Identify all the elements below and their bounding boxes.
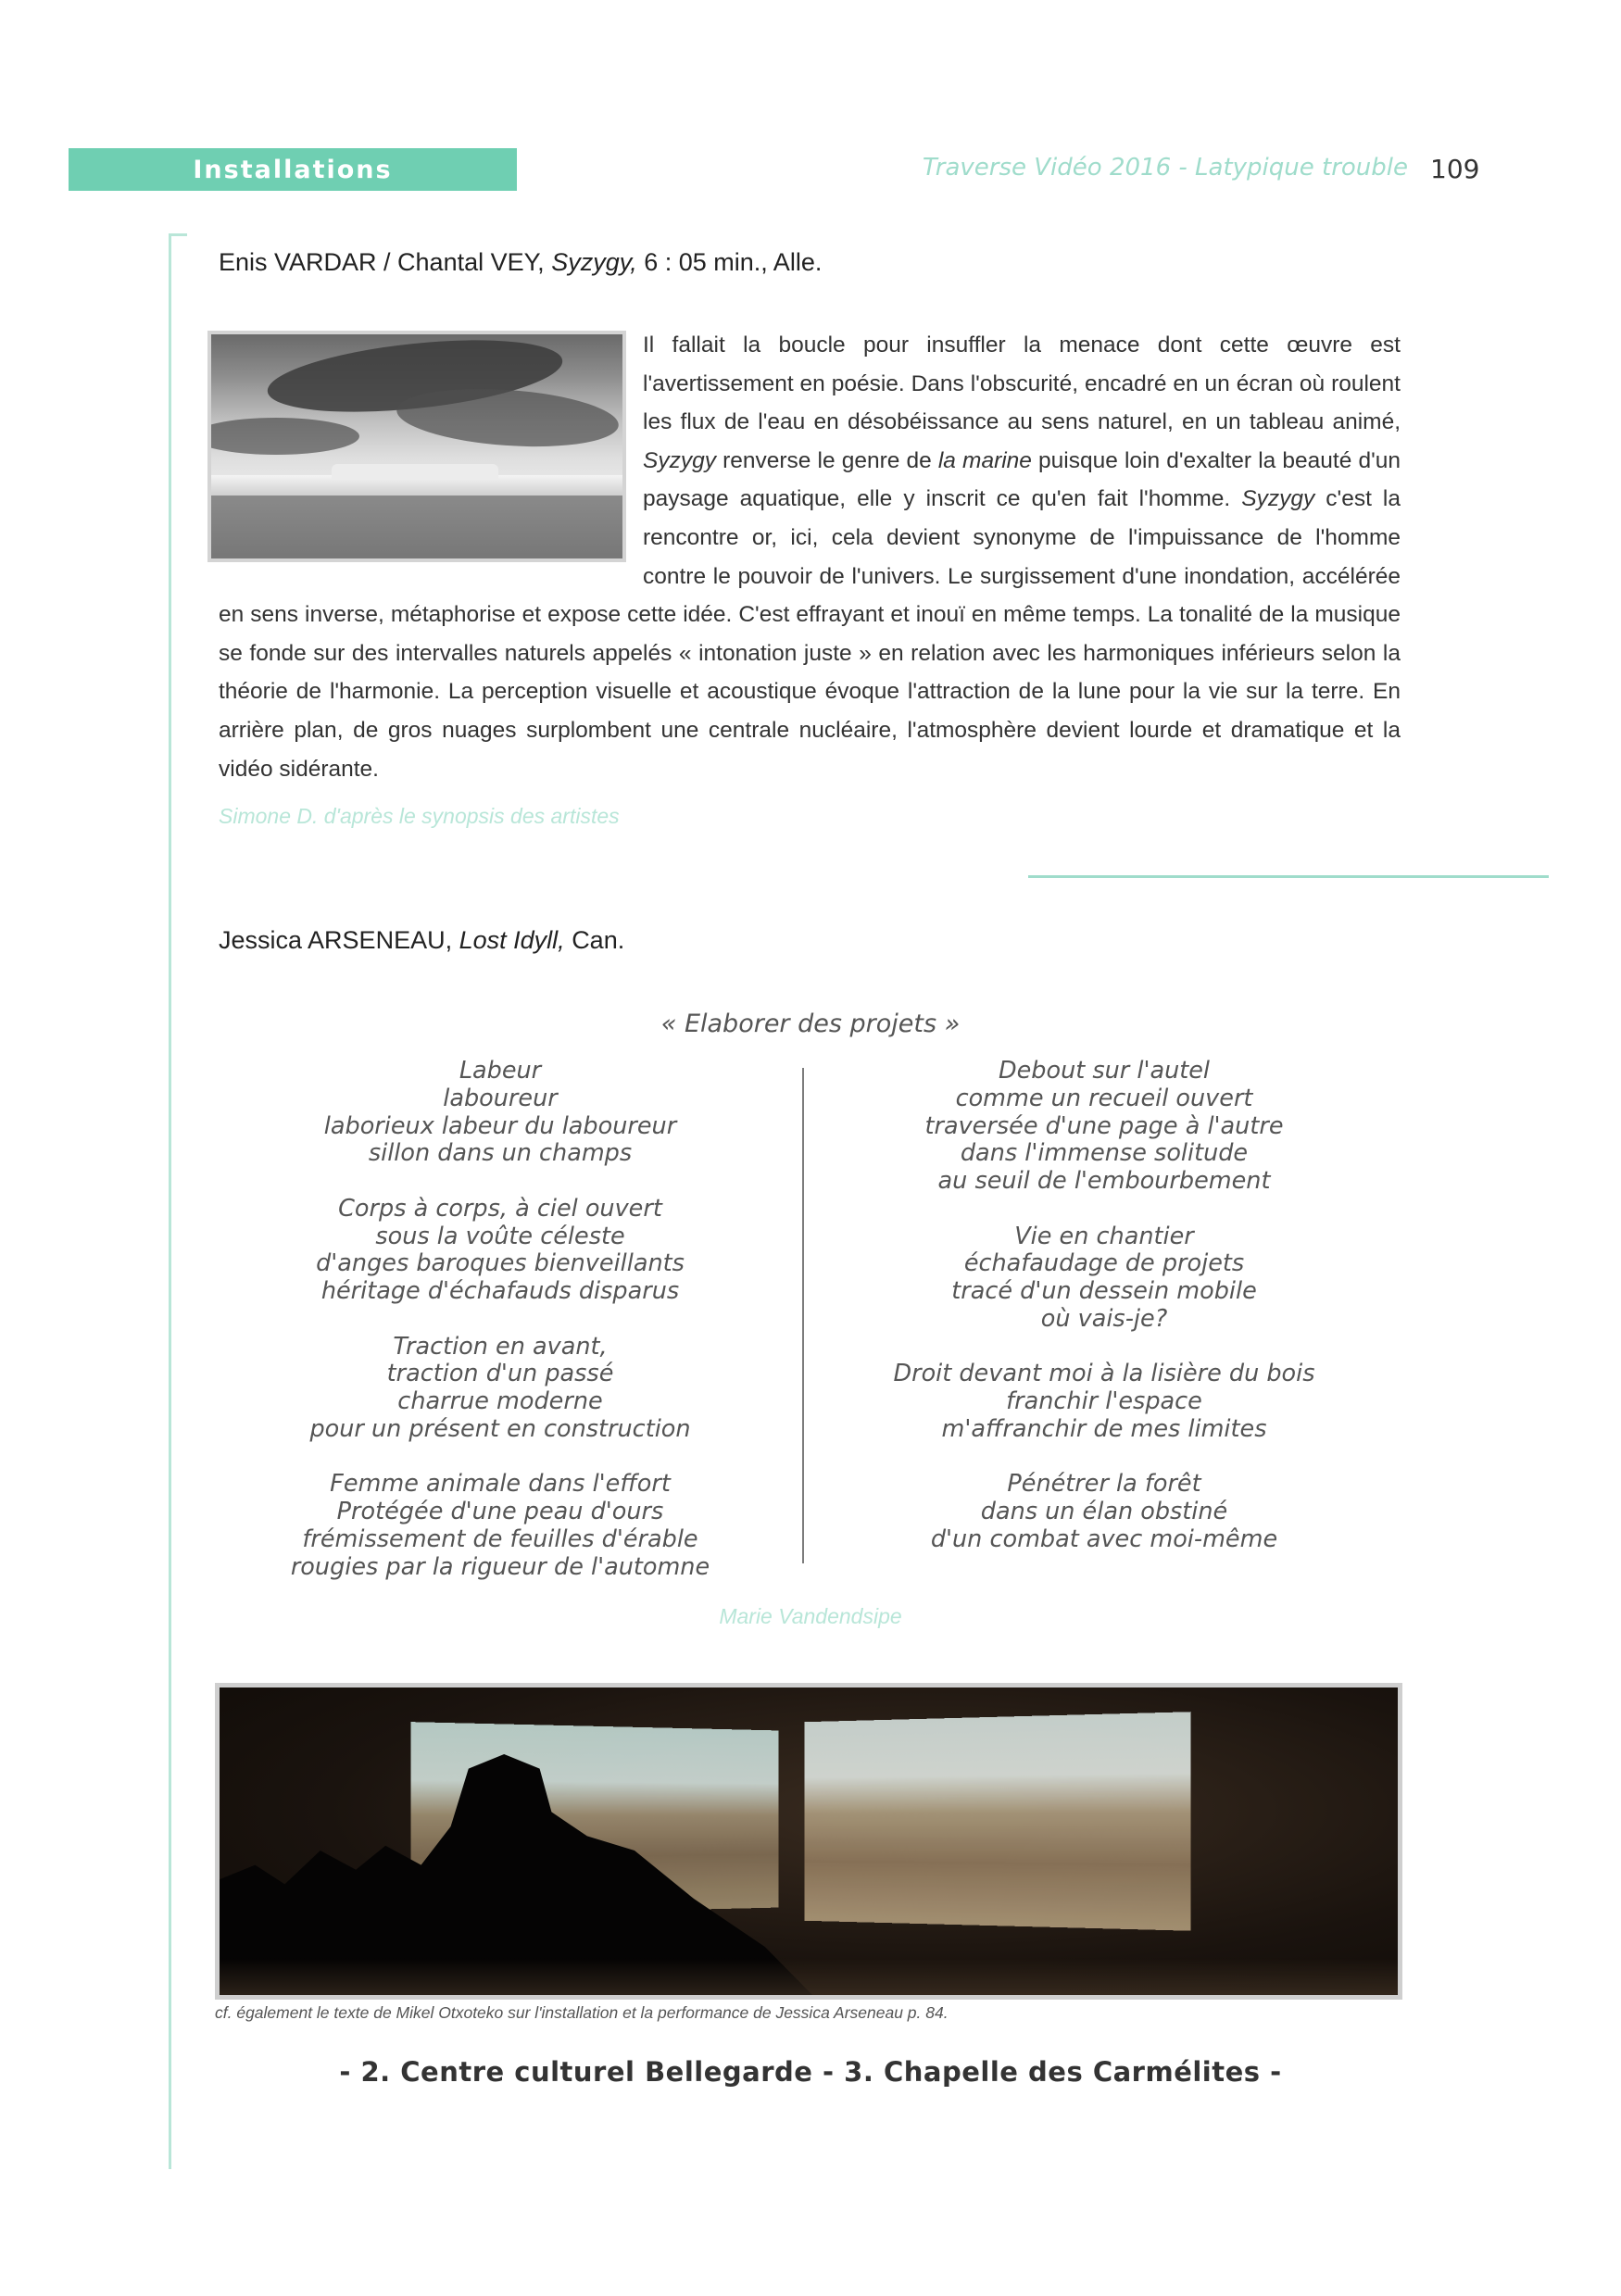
poem-line: échafaudage de projets	[963, 1249, 1245, 1278]
poem-stanza	[845, 1223, 1363, 1334]
poem-line: héritage d'échafauds disparus	[320, 1277, 680, 1306]
section-label-band	[69, 148, 517, 191]
entry-details: Can.	[572, 926, 625, 954]
poem-line: où vais-je?	[1040, 1304, 1168, 1333]
poem-title: « Elaborer des projets »	[660, 1010, 961, 1038]
poem-line: Protégée d'une peau d'ours	[336, 1498, 664, 1526]
entry-authors: Enis VARDAR / Chantal VEY,	[219, 248, 545, 276]
entry-heading-vardar-vey	[219, 248, 822, 277]
entry-description	[219, 326, 1401, 788]
description-work-ref: Syzygy	[643, 447, 716, 473]
description-text: puisque loin d'exalter la beauté d'un paysage aquatique, elle y inscrit ce qu'en fait l'homme.	[643, 447, 1401, 512]
poem-column-left	[241, 1058, 760, 1609]
poem-stanza	[241, 1471, 760, 1581]
poem-line: Corps à corps, à ciel ouvert	[338, 1194, 662, 1223]
poem-line: Labeur	[459, 1057, 542, 1085]
description-work-ref: Syzygy	[1241, 486, 1315, 512]
poem-line: traversée d'une page à l'autre	[924, 1111, 1284, 1140]
photo-caption: cf. également le texte de Mikel Otxoteko sur l'installation et la performance de Jessica Arseneau p. 84.	[215, 2003, 949, 2022]
running-title: Traverse Vidéo 2016 - Latypique trouble	[922, 154, 1408, 182]
margin-rule-top	[169, 233, 187, 236]
section-divider	[1028, 875, 1549, 878]
poem-line: Traction en avant,	[393, 1332, 608, 1361]
poem-signature: Marie Vandendsipe	[719, 1604, 902, 1628]
poem-line: d'anges baroques bienveillants	[316, 1249, 685, 1278]
poem-line: charrue moderne	[397, 1387, 603, 1416]
poem-line: sillon dans un champs	[368, 1139, 633, 1168]
poem-line: Pénétrer la forêt	[1007, 1470, 1201, 1499]
poem-stanza	[241, 1058, 760, 1168]
poem-line: rougies par la rigueur de l'automne	[290, 1552, 710, 1581]
poem-line: d'un combat avec moi-même	[930, 1524, 1278, 1553]
poem-line: Debout sur l'autel	[998, 1057, 1211, 1085]
poem-line: tracé d'un dessein mobile	[951, 1277, 1257, 1306]
poem-stanza	[845, 1058, 1363, 1196]
poem-line: dans un élan obstiné	[980, 1498, 1228, 1526]
poem-line: traction d'un passé	[386, 1360, 614, 1388]
entry-work-title: Syzygy,	[551, 248, 637, 276]
poem-column-right	[845, 1058, 1363, 1581]
poem-line: sous la voûte céleste	[375, 1222, 625, 1250]
description-text: c'est la rencontre or, ici, cela devient synonyme de l'impuissance de l'homme contre le pouvoir de l'univers. Le surgissement d'une inondation, accélérée en sens inverse, métaphorise et expose cette idée. C'est effrayant et inouï en même temps. La tonalité de la musique se fonde sur des intervalles naturels appelés « intonation juste » en relation avec les harmoniques inférieurs selon la théorie de l'harmonie. La perception visuelle et acoustique évoque l'attraction de la lune pour la vie sur la terre. En arrière plan, de gros nuages surplombent une centrale nucléaire, l'atmosphère devient lourde et dramatique et la vidéo sidérante.	[219, 486, 1401, 782]
poem-line: Vie en chantier	[1014, 1222, 1194, 1250]
poem-line: Droit devant moi à la lisière du bois	[893, 1360, 1315, 1388]
entry-details: 6 : 05 min., Alle.	[644, 248, 823, 276]
poem-line: m'affranchir de mes limites	[941, 1414, 1267, 1443]
entry-work-title: Lost Idyll,	[459, 926, 565, 954]
poem-stanza	[845, 1361, 1363, 1443]
poem-line: laboureur	[443, 1084, 558, 1112]
poem-line: dans l'immense solitude	[960, 1139, 1249, 1168]
entry-signature: Simone D. d'après le synopsis des artistes	[219, 804, 620, 828]
page-number: 109	[1430, 154, 1480, 184]
section-label: Installations	[193, 155, 393, 184]
poem-stanza	[241, 1334, 760, 1444]
poem-stanza	[241, 1196, 760, 1306]
entry-heading-arseneau	[219, 926, 624, 955]
installation-photo	[215, 1683, 1402, 2000]
poem-line: pour un présent en construction	[309, 1414, 691, 1443]
poem-line: Femme animale dans l'effort	[330, 1470, 671, 1499]
margin-rule	[169, 233, 171, 2169]
poem-line: franchir l'espace	[1006, 1387, 1202, 1416]
poem-line: frémissement de feuilles d'érable	[302, 1524, 698, 1553]
description-text: Il fallait la boucle pour insuffler la menace dont cette œuvre est l'avertissement en poésie. Dans l'obscurité, encadré en un écran où roulent les flux de l'eau en désobéissance au sens naturel, en un tableau animé,	[643, 332, 1401, 435]
poem-line: au seuil de l'embourbement	[937, 1167, 1271, 1196]
poem-divider	[802, 1068, 804, 1563]
poem-line: comme un recueil ouvert	[955, 1084, 1253, 1112]
venue-footer: - 2. Centre culturel Bellegarde - 3. Chapelle des Carmélites -	[339, 2056, 1282, 2088]
poem-line: laborieux labeur du laboureur	[323, 1111, 677, 1140]
entry-authors: Jessica ARSENEAU,	[219, 926, 453, 954]
description-text: renverse le genre de	[715, 447, 938, 473]
description-genre-ref: la marine	[937, 447, 1032, 473]
poem-stanza	[845, 1471, 1363, 1553]
